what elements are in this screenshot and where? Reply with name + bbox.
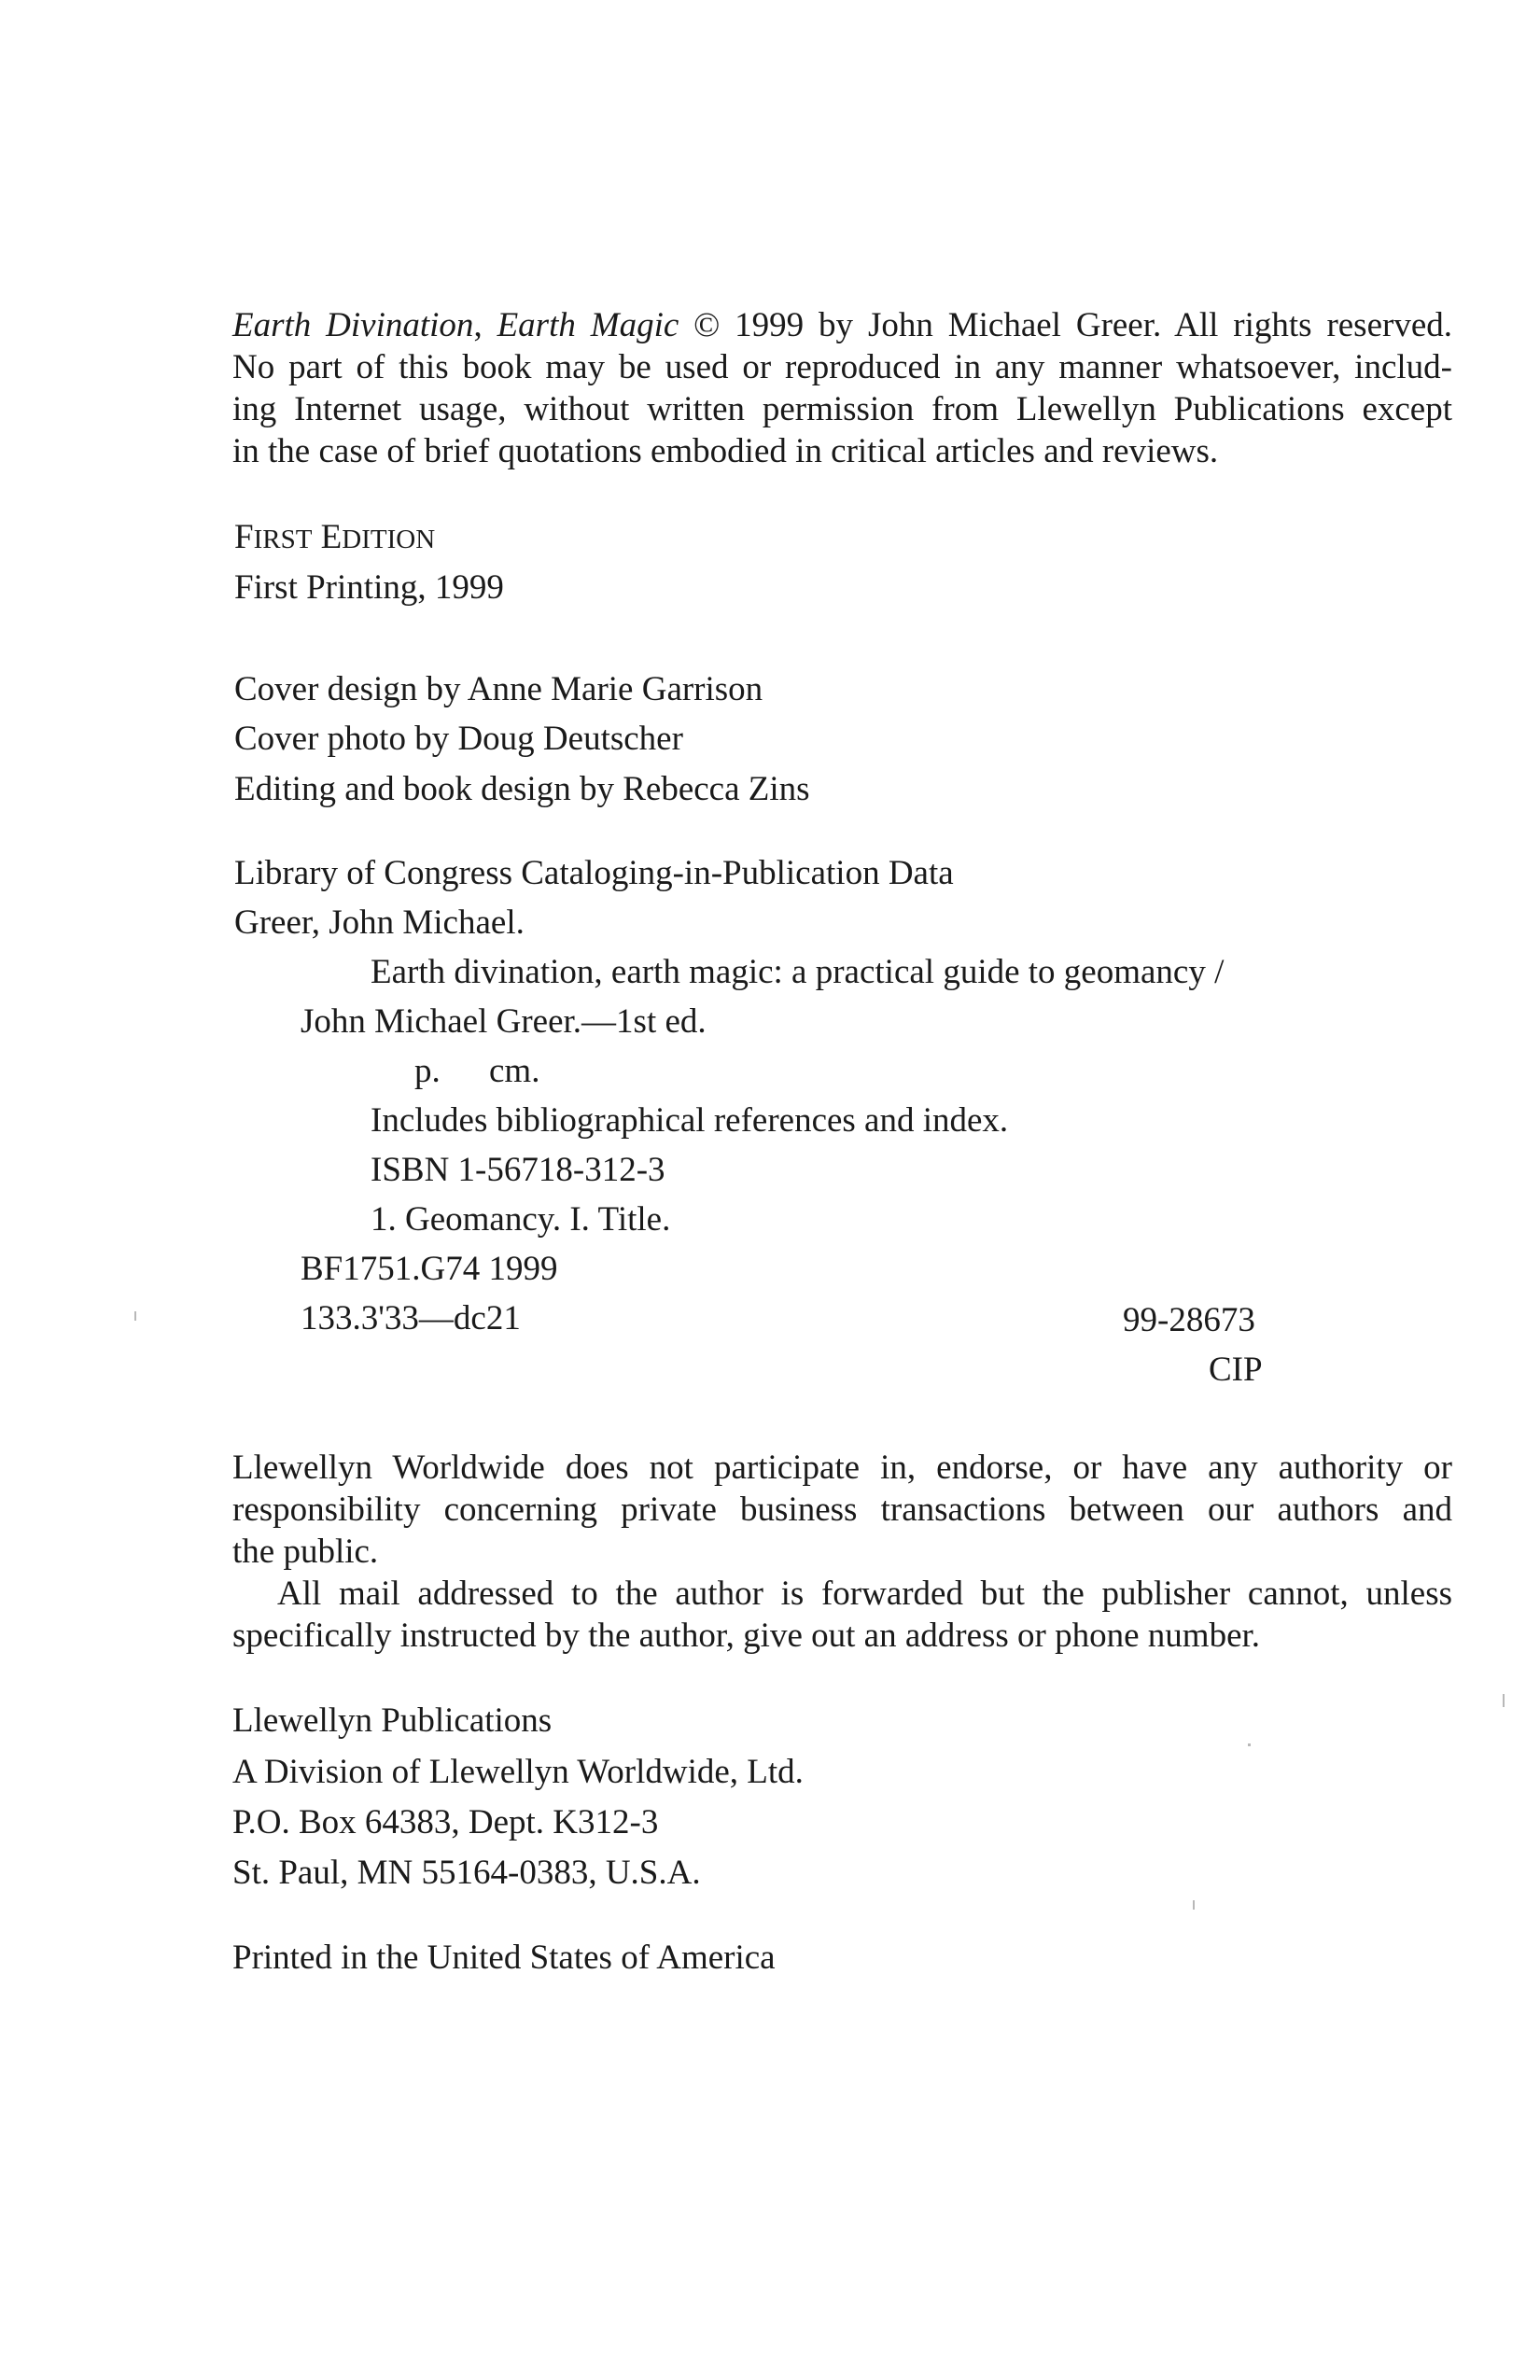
credit-cover-design: Cover design by Anne Marie Garrison: [234, 670, 763, 708]
book-title-part-2: Earth Magic: [497, 306, 679, 344]
printing-line: First Printing, 1999: [234, 568, 504, 607]
disclaimer-line-5: specifically instructed by the author, give out an address or phone number.: [232, 1617, 1261, 1655]
scan-speck: [1193, 1900, 1195, 1910]
cip-lccn: 99-28673: [1123, 1301, 1255, 1339]
copyright-notice: © 1999 by John Michael Greer. All rights reserved.: [679, 306, 1453, 344]
disclaimer-line-2: responsibility concerning private business transactions between our authors and: [232, 1491, 1452, 1529]
cip-pages: p.: [414, 1052, 441, 1090]
printed-in: Printed in the United States of America: [232, 1939, 776, 1977]
cip-includes: Includes bibliographical references and index.: [371, 1101, 1009, 1140]
copyright-line-3: ing Internet usage, without written permission from Llewellyn Publications except: [232, 390, 1452, 428]
cip-lc-class: BF1751.G74 1999: [301, 1250, 558, 1288]
cip-heading: Library of Congress Cataloging-in-Publication Data: [234, 854, 954, 892]
cip-isbn: ISBN 1-56718-312-3: [371, 1151, 665, 1189]
cip-author: Greer, John Michael.: [234, 903, 525, 942]
copyright-line-1: [232, 308, 1452, 343]
copyright-line-2: No part of this book may be used or reproduced in any manner whatsoever, includ-: [232, 348, 1452, 386]
cip-title-line-2: John Michael Greer.—1st ed.: [301, 1002, 707, 1041]
publisher-name: Llewellyn Publications: [232, 1701, 553, 1740]
disclaimer-line-1: Llewellyn Worldwide does not participate in, endorse, or have any authority or: [232, 1449, 1452, 1487]
copyright-line-4: in the case of brief quotations embodied in critical articles and reviews.: [232, 432, 1219, 470]
book-title-part-1: Earth Divination: [232, 306, 474, 344]
title-separator: ,: [473, 306, 497, 344]
credit-editing: Editing and book design by Rebecca Zins: [234, 770, 810, 808]
credit-cover-photo: Cover photo by Doug Deutscher: [234, 720, 683, 758]
publisher-division: A Division of Llewellyn Worldwide, Ltd.: [232, 1753, 804, 1791]
cip-cm: cm.: [489, 1052, 540, 1090]
cip-label: CIP: [1209, 1351, 1263, 1389]
scan-speck: [134, 1311, 136, 1321]
publisher-po-box: P.O. Box 64383, Dept. K312-3: [232, 1803, 659, 1841]
cip-dewey: 133.3'33—dc21: [301, 1299, 521, 1337]
disclaimer-line-4: All mail addressed to the author is forwarded but the publisher cannot, unless: [277, 1575, 1452, 1613]
cip-subjects: 1. Geomancy. I. Title.: [371, 1200, 671, 1239]
scan-speck: [1503, 1694, 1505, 1707]
scan-speck: [1248, 1743, 1251, 1746]
cip-title-line-1: Earth divination, earth magic: a practical guide to geomancy /: [371, 953, 1225, 991]
edition-label: FIRST EDITION: [234, 518, 436, 556]
disclaimer-line-3: the public.: [232, 1533, 379, 1571]
publisher-city: St. Paul, MN 55164-0383, U.S.A.: [232, 1854, 701, 1892]
